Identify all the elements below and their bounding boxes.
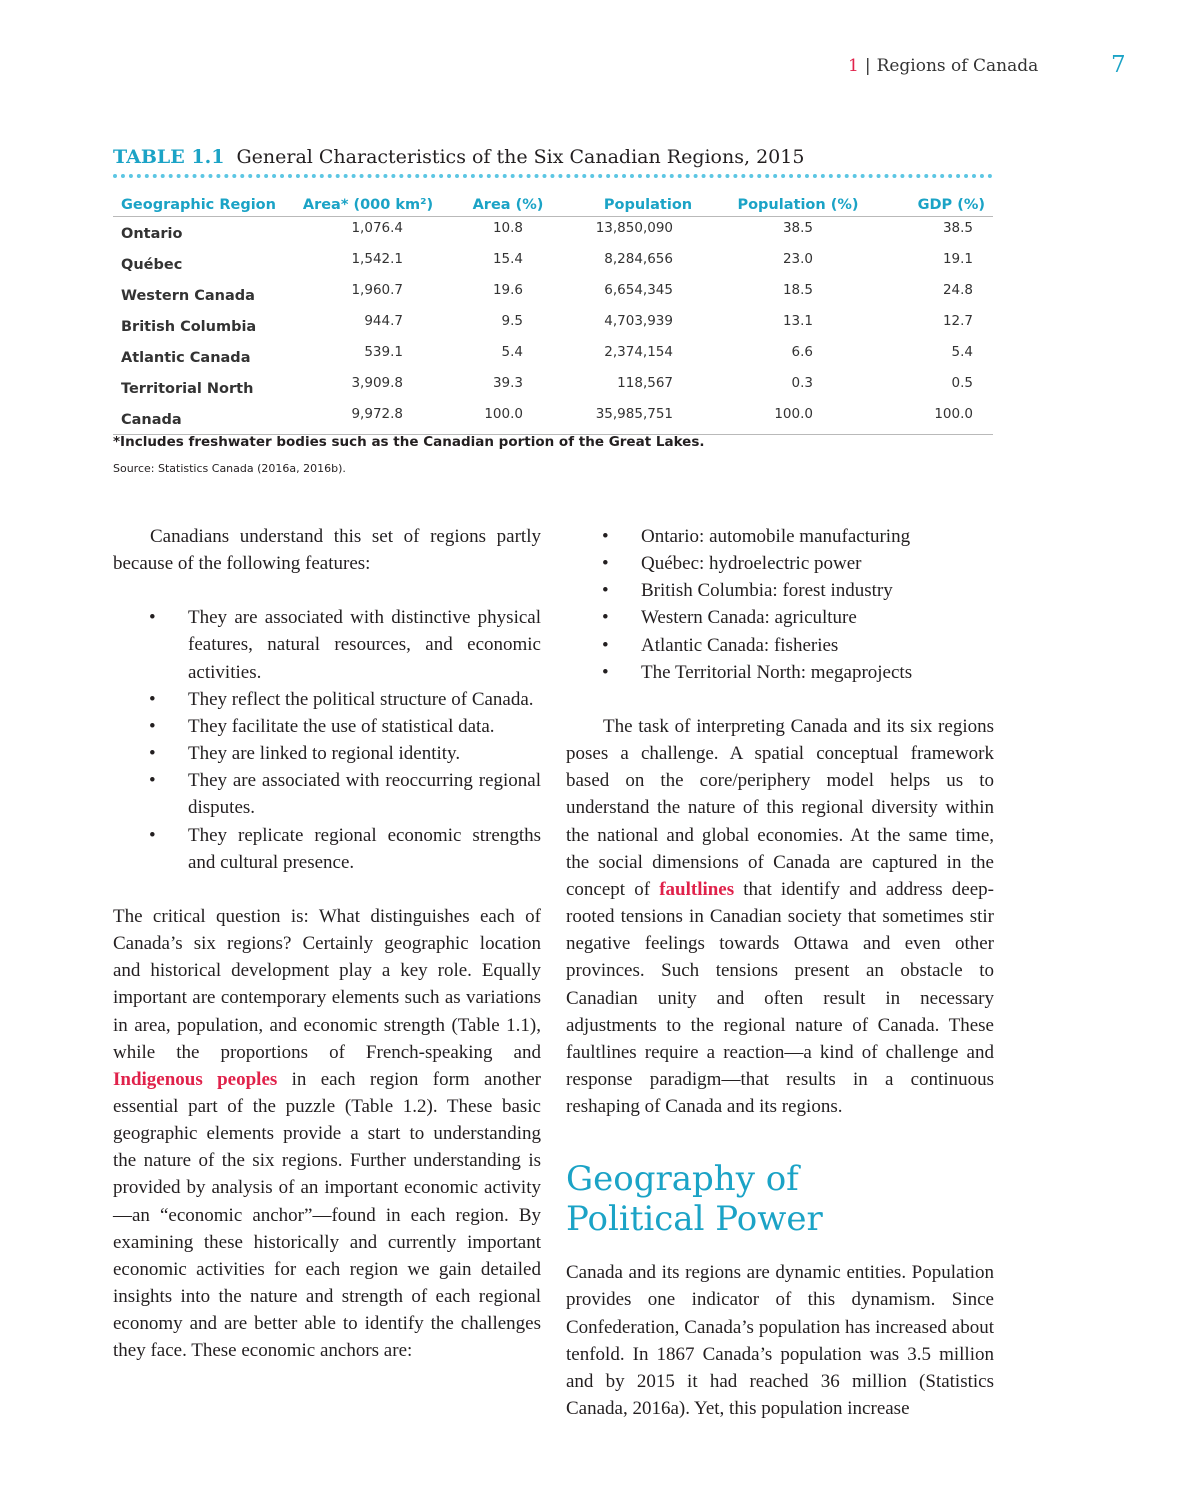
table-row-total [113,403,993,435]
list-item: • Québec: hydroelectric power [566,550,994,577]
cell-region: British Columbia [121,319,257,335]
bullet-icon: • [602,607,609,629]
list-item: • Western Canada: agriculture [566,604,994,631]
cell-area: 1,960.7 [351,282,403,298]
list-item: • They are associated with reoccurring regional disputes. [113,767,541,821]
economic-anchors-list [566,523,994,686]
section-paragraph: Canada and its regions are dynamic entities. Population provides one indicator of this dynamism. Since Confederation, Canada’s population has increased about tenfold. In 1867 Canada’s population was 3.5 million and by 2015 it had reached 36 million (Statistics Canada, 2016a). Yet, this population increase [566,1262,994,1420]
list-item: • They are linked to regional identity. [113,740,541,767]
cell-area: 1,076.4 [351,220,403,236]
section-heading: Geography of Political Power [566,1159,823,1240]
table-dotted-rule [113,174,993,178]
bullet-icon: • [602,661,609,683]
column-header-population-pct: Population (%) [723,192,873,217]
table-header-row [113,192,993,217]
cell-population-pct: 23.0 [782,251,813,267]
cell-population: 4,703,939 [604,313,673,329]
chapter-title: Regions of Canada [876,56,1039,76]
bullet-icon: • [149,607,156,629]
list-item: • They reflect the political structure of Canada. [113,686,541,713]
features-list [113,604,541,876]
table-title: General Characteristics of the Six Canadian Regions, 2015 [236,146,805,168]
cell-gdp-pct: 12.7 [942,313,973,329]
list-item: • Atlantic Canada: fisheries [566,632,994,659]
bullet-icon: • [149,824,156,846]
bullet-icon: • [602,526,609,547]
cell-area: 9,972.8 [293,403,443,435]
cell-population: 8,284,656 [604,251,673,267]
cell-area-pct: 5.4 [501,344,523,360]
body-paragraph: The critical question is: What distinguishes each of Canada’s six regions? Certainly geographic location and historical development play a key role. Equally important are contemporary elements such as variations in area, population, and economic strength (Table 1.1), while the proportions of French-speaking and Indigenous peoples in each region form another essential part of the puzzle (Table 1.2). These basic geographic elements provide a start to understanding the nature of the six regions. Further understanding is provided by analysis of an important economic activity—an “economic anchor”—found in each region. By examining these historically and currently important economic activities for each region we gain detailed insights into the nature and strength of each regional economy and are better able to identify the challenges they face. These economic anchors are: [113,905,541,1362]
cell-region: Québec [121,257,183,273]
cell-area: 944.7 [364,313,403,329]
cell-population-pct: 18.5 [782,282,813,298]
cell-region: Western Canada [121,288,255,304]
right-column [566,523,994,1422]
bullet-icon: • [149,688,156,710]
table-label: TABLE 1.1 [113,146,225,168]
column-header-area: Area* (000 km²) [293,192,443,217]
cell-population: 6,654,345 [604,282,673,298]
key-term-indigenous-peoples[interactable]: Indigenous peoples [113,1068,278,1090]
table-row [113,372,993,403]
cell-area-pct: 9.5 [501,313,523,329]
header-separator: | [864,56,871,76]
bullet-icon: • [149,743,156,765]
cell-population-pct: 38.5 [782,220,813,236]
cell-population-pct: 13.1 [782,313,813,329]
bullet-icon: • [602,553,609,575]
table-footnote: *Includes freshwater bodies such as the Canadian portion of the Great Lakes. [113,434,705,450]
cell-area: 539.1 [364,344,403,360]
regions-table [113,192,993,435]
cell-area-pct: 39.3 [492,375,523,391]
cell-area-pct: 19.6 [492,282,523,298]
cell-region: Ontario [121,226,183,242]
column-header-gdp-pct: GDP (%) [873,192,993,217]
list-item: • Ontario: automobile manufacturing [566,523,994,550]
table-caption [113,146,993,168]
chapter-number: 1 [848,56,859,76]
cell-gdp-pct: 0.5 [951,375,973,391]
bullet-icon: • [602,634,609,656]
column-header-area-pct: Area (%) [443,192,573,217]
bullet-icon: • [602,580,609,602]
cell-area-pct: 100.0 [443,403,573,435]
body-paragraph: The task of interpreting Canada and its six regions poses a challenge. A spatial conceptual framework based on the core/periphery model helps us to understand the nature of this regional diversity within the national and global economies. At the same time, the social dimensions of Canada are captured in the concept of faultlines that identify and address deep-rooted tensions in Canadian society that sometimes stir negative feelings towards Ottawa and even other provinces. Such tensions present an obstacle to Canadian unity and often result in necessary adjustments to the regional nature of Canada. These faultlines require a reaction—a kind of challenge and response paradigm—that results in a continuous reshaping of Canada and its regions. [566,715,995,1118]
page-number: 7 [1111,52,1126,78]
bullet-icon: • [149,770,156,792]
list-item: • The Territorial North: megaprojects [566,659,994,686]
running-head [848,56,1058,76]
table-row [113,341,993,372]
table-row [113,217,993,249]
cell-population: 13,850,090 [595,220,673,236]
cell-population: 2,374,154 [604,344,673,360]
cell-population: 35,985,751 [573,403,723,435]
cell-area-pct: 15.4 [492,251,523,267]
table-row [113,310,993,341]
cell-gdp-pct: 38.5 [942,220,973,236]
cell-area: 3,909.8 [351,375,403,391]
key-term-faultlines[interactable]: faultlines [659,878,735,900]
table-row [113,279,993,310]
cell-gdp-pct: 24.8 [942,282,973,298]
cell-population-pct: 0.3 [791,375,813,391]
cell-gdp-pct: 100.0 [873,403,993,435]
cell-area-pct: 10.8 [492,220,523,236]
cell-population-pct: 100.0 [723,403,873,435]
cell-gdp-pct: 5.4 [951,344,973,360]
cell-population-pct: 6.6 [791,344,813,360]
list-item: • They are associated with distinctive physical features, natural resources, and economic activities. [113,604,541,685]
cell-gdp-pct: 19.1 [942,251,973,267]
cell-population: 118,567 [617,375,673,391]
column-header-population: Population [573,192,723,217]
cell-region: Canada [113,403,293,435]
table-source: Source: Statistics Canada (2016a, 2016b). [113,462,346,475]
cell-area: 1,542.1 [351,251,403,267]
cell-region: Territorial North [121,381,254,397]
list-item: • They replicate regional economic strengths and cultural presence. [113,822,541,876]
list-item: • They facilitate the use of statistical data. [113,713,541,740]
cell-region: Atlantic Canada [121,350,251,366]
column-header-region: Geographic Region [113,192,293,217]
table-row [113,248,993,279]
bullet-icon: • [149,715,156,737]
left-column [113,523,541,1365]
intro-paragraph: Canadians understand this set of regions partly because of the following features: [113,526,541,575]
list-item: • British Columbia: forest industry [566,577,994,604]
